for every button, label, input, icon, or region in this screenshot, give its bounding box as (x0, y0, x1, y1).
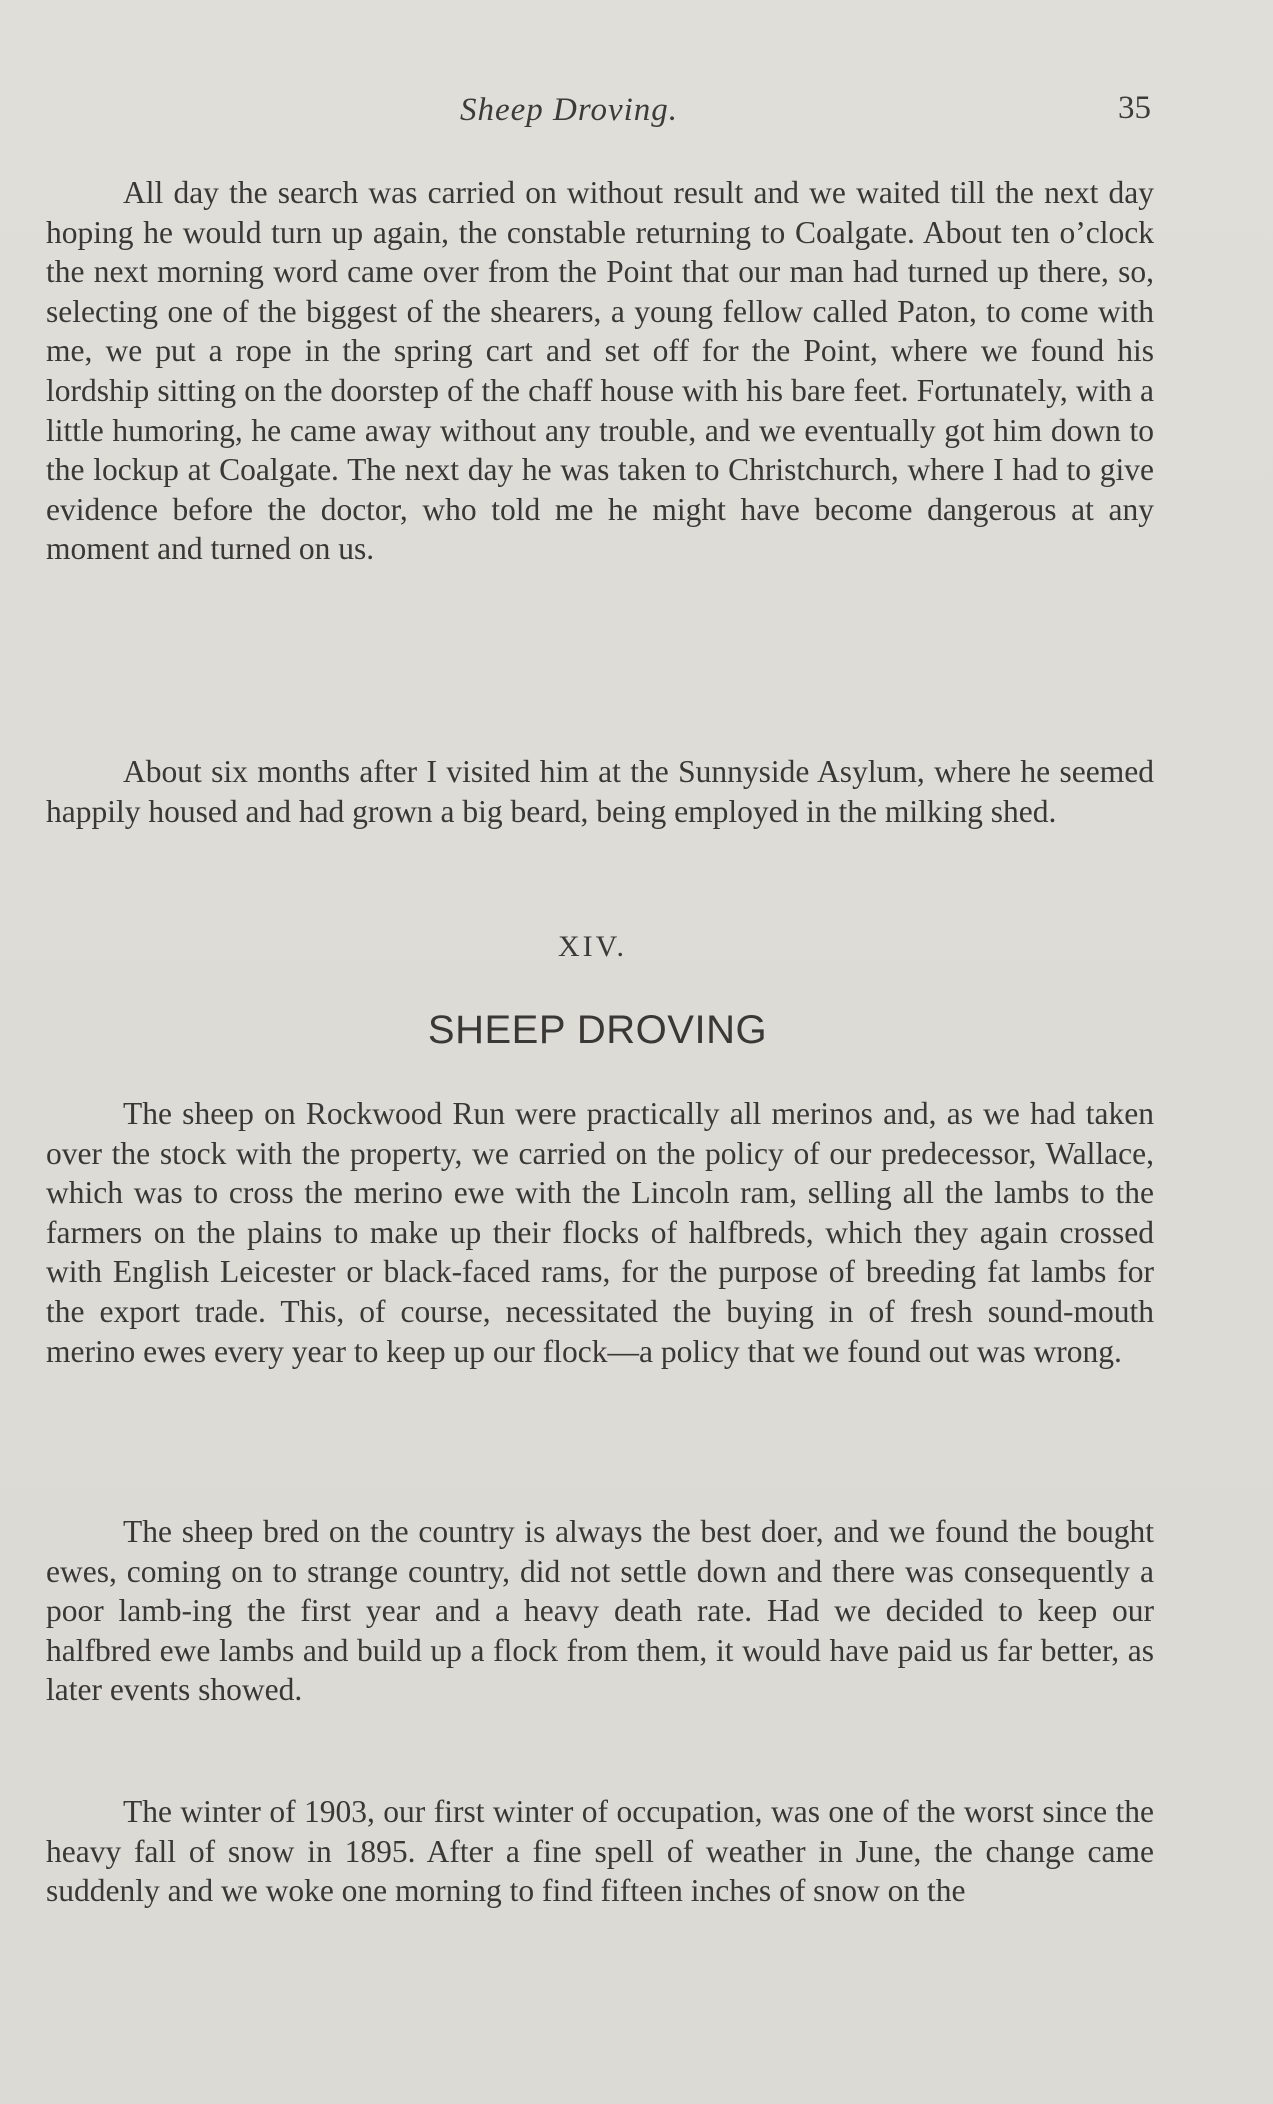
paragraph-winter-1903: The winter of 1903, our first winter of occupation, was one of the worst since the heavy fall of snow in 1895. After a fine spell of weather in June, the change came suddenly and we woke one morning to find fifteen inches of snow on the (46, 1794, 1154, 1909)
paragraph-asylum: About six months after I visited him at the Sunnyside Asylum, where he seemed happily housed and had grown a big beard, being employed in the milking shed. (46, 754, 1154, 829)
chapter-title: SHEEP DROVING (427, 1008, 768, 1052)
running-title: Sheep Droving. (460, 92, 679, 128)
running-head (0, 92, 1273, 132)
page-number: 35 (1118, 90, 1151, 126)
chapter-number: XIV. (558, 930, 627, 963)
paragraph-search: All day the search was carried on without result and we waited till the next day hoping he would turn up again, the constable returning to Coalgate. About ten o’clock the next morning word came over from the Point that our man had turned up there, so, selecting one of the biggest of the shearers, a young fellow called Paton, to come with me, we put a rope in the spring cart and set off for the Point, where we found his lordship sitting on the doorstep of the chaff house with his bare feet. Fortunately, with a little humoring, he came away without any trouble, and we eventually got him down to the lockup at Coalgate. The next day he was taken to Christchurch, where I had to give evidence before the doctor, who told me he might have become dangerous at any moment and turned on us. (46, 175, 1154, 567)
paragraph-bred-sheep: The sheep bred on the country is always the best doer, and we found the bought ewes, coming on to strange country, did not settle down and there was consequently a poor lamb-ing the first year and a heavy death rate. Had we decided to keep our halfbred ewe lambs and build up a flock from them, it would have paid us far better, as later events showed. (46, 1514, 1154, 1708)
paragraph-merinos: The sheep on Rockwood Run were practically all merinos and, as we had taken over the stock with the property, we carried on the policy of our predecessor, Wallace, which was to cross the merino ewe with the Lincoln ram, selling all the lambs to the farmers on the plains to make up their flocks of halfbreds, which they again crossed with English Leicester or black-faced rams, for the purpose of breeding fat lambs for the export trade. This, of course, necessitated the buying in of fresh sound-mouth merino ewes every year to keep up our flock—a policy that we found out was wrong. (46, 1096, 1154, 1369)
